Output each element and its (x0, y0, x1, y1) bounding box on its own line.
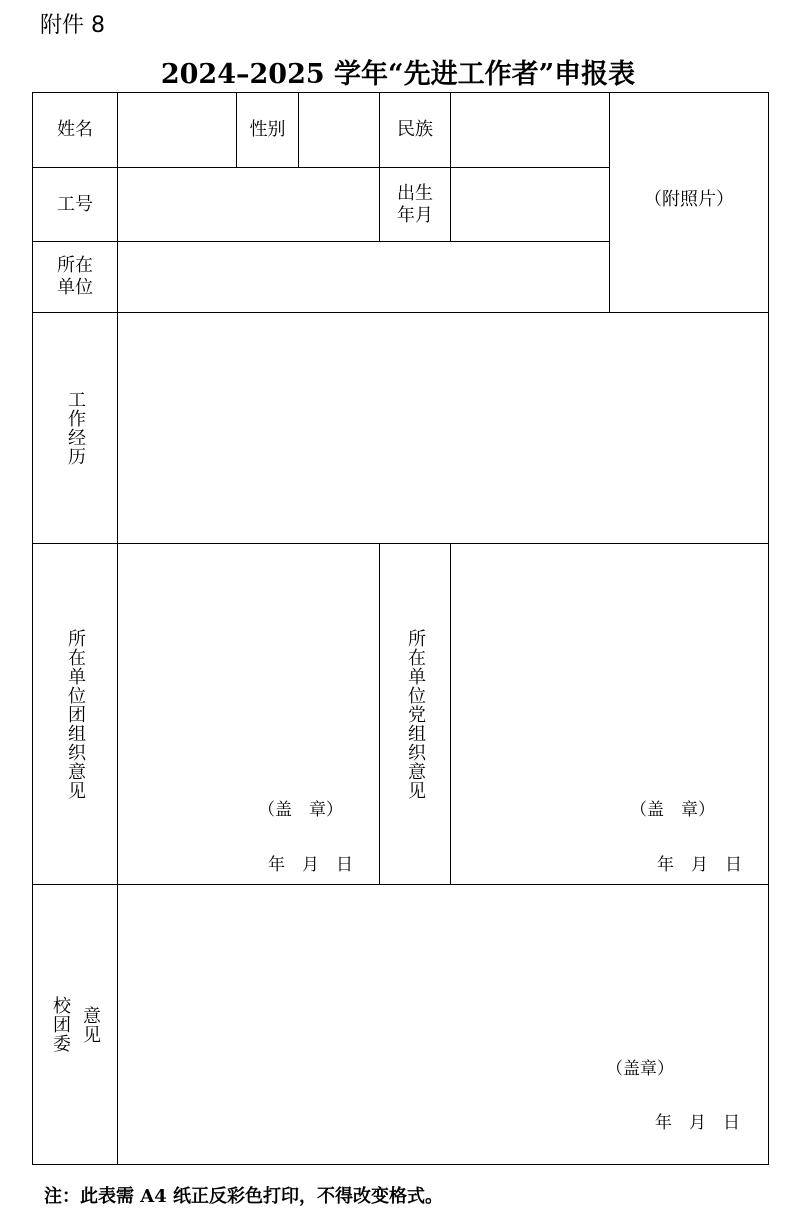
party-opinion-label: 所在单位党组织意见 (405, 628, 426, 800)
table-border-right (768, 92, 769, 1165)
school-league-label-cell (33, 885, 117, 1164)
ethnicity-label: 民族 (397, 119, 433, 140)
name-label: 姓名 (57, 119, 93, 140)
work-history-label: 工作经历 (65, 390, 86, 466)
league-date-text: 年 月 日 (268, 855, 353, 875)
league-seal-text: （盖 章） (258, 800, 343, 820)
attachment-label: 附件 8 (40, 13, 105, 38)
gender-label: 性别 (249, 119, 286, 140)
ethnicity-field[interactable] (451, 93, 609, 167)
league-opinion-label-cell (33, 544, 117, 884)
party-seal-text: （盖 章） (630, 800, 715, 820)
birth-date-label: 出生 年月 (397, 182, 433, 226)
unit-label: 所在 单位 (57, 255, 93, 298)
unit-field[interactable] (118, 242, 609, 312)
work-history-label-cell (33, 313, 117, 543)
work-history-field[interactable] (118, 313, 768, 543)
birth-date-field[interactable] (451, 168, 609, 241)
name-field[interactable] (118, 93, 236, 167)
staff-number-field[interactable] (118, 168, 379, 241)
league-opinion-label: 所在单位团组织意见 (65, 628, 86, 800)
party-opinion-label-cell (380, 544, 450, 884)
photo-label: （附照片） (644, 188, 734, 210)
photo-area[interactable] (610, 93, 768, 312)
school-league-opinion-label: 意见 (80, 1005, 101, 1044)
league-opinion-field[interactable] (118, 544, 379, 884)
school-date-text: 年 月 日 (655, 1113, 740, 1133)
school-league-label: 校团委 (50, 996, 71, 1053)
footer-note: 注：此表需 A4 纸正反彩色打印，不得改变格式。 (44, 1186, 444, 1207)
party-date-text: 年 月 日 (657, 855, 742, 875)
form-title: 2024–2025 学年“先进工作者”申报表 (160, 59, 636, 90)
gender-field[interactable] (299, 93, 379, 167)
party-opinion-field[interactable] (451, 544, 768, 884)
table-border-bottom (32, 1164, 769, 1165)
school-seal-text: （盖章） (606, 1059, 674, 1079)
staff-number-label: 工号 (57, 193, 93, 215)
